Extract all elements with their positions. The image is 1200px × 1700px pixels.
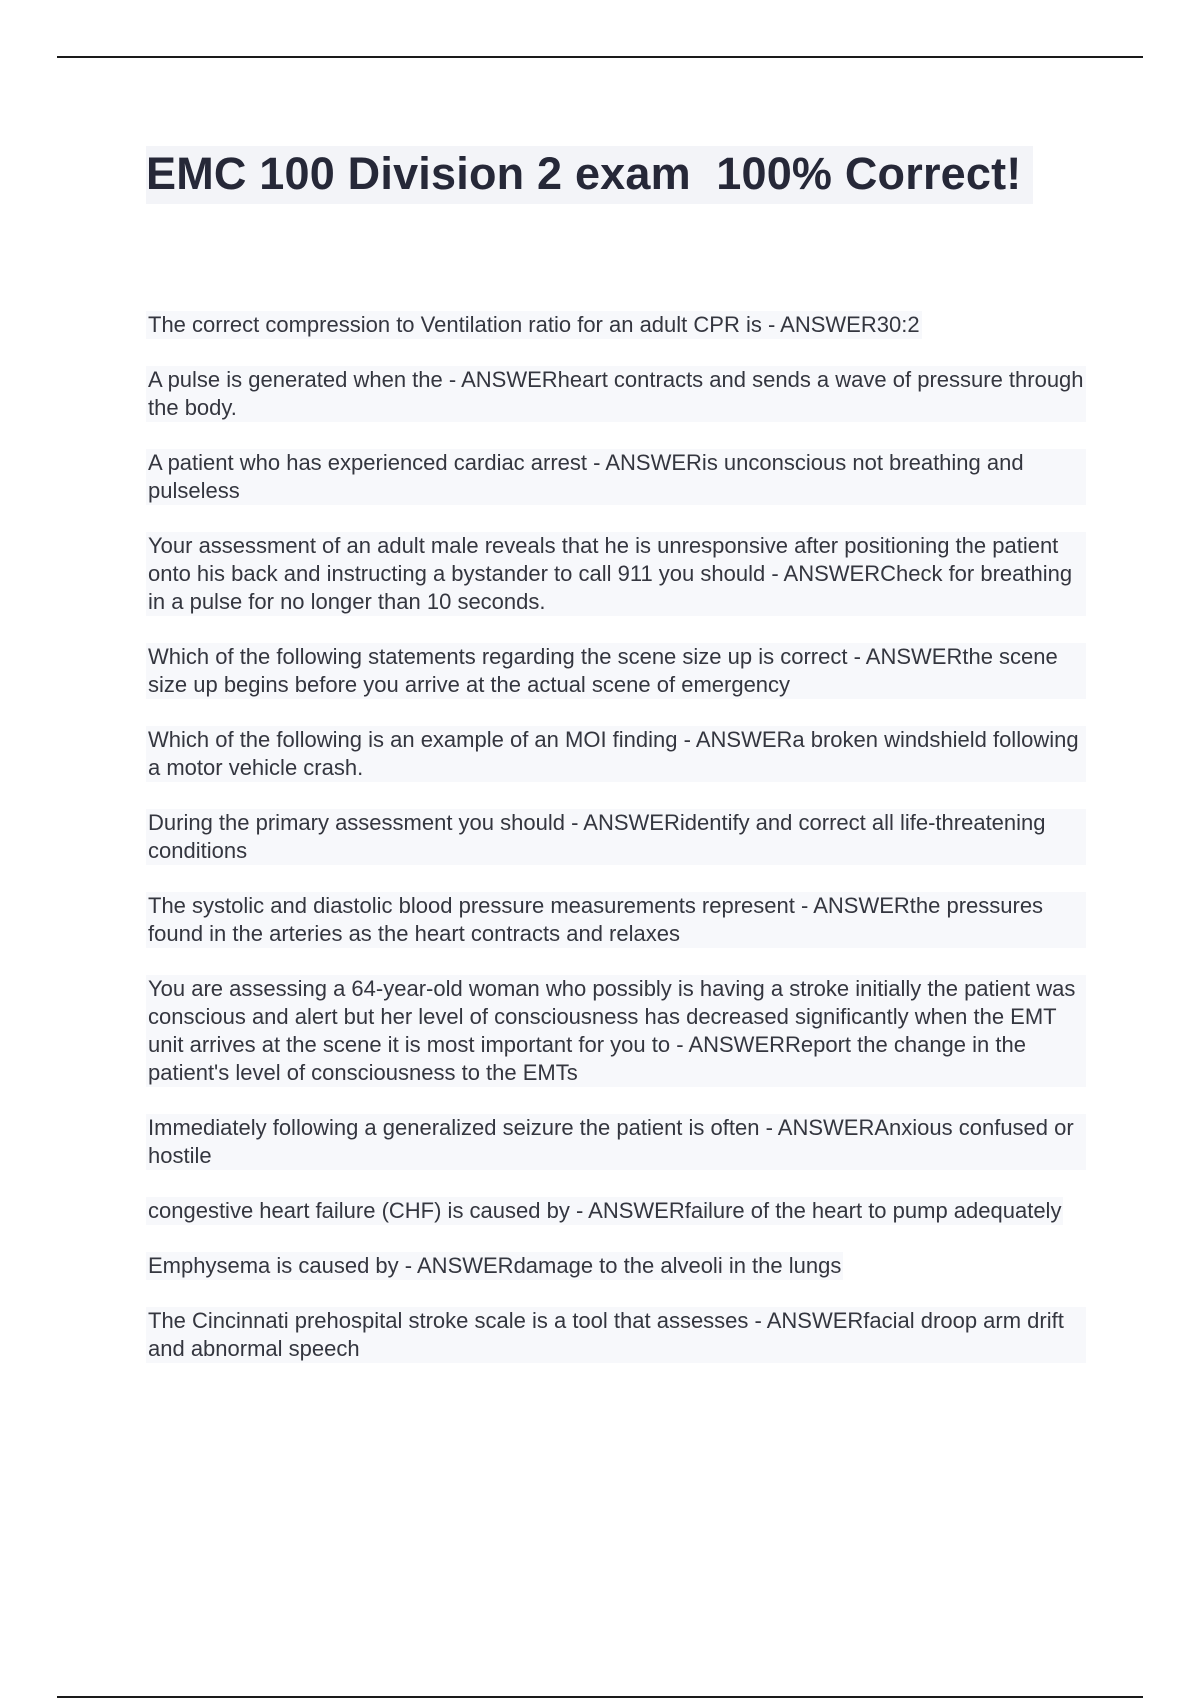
qa-item: During the primary assessment you should - ANSWERidentify and correct all life-threatening conditions xyxy=(146,809,1086,865)
qa-item: You are assessing a 64-year-old woman who possibly is having a stroke initially the patient was conscious and alert but her level of consciousness has decreased significantly when the EMT unit arrives at the scene it is most important for you to - ANSWERReport the change in the patient's level of consciousness to the EMTs xyxy=(146,975,1086,1087)
top-rule xyxy=(57,56,1143,58)
qa-list xyxy=(146,311,1086,1390)
qa-item: A patient who has experienced cardiac arrest - ANSWERis unconscious not breathing and pulseless xyxy=(146,449,1086,505)
qa-item: The Cincinnati prehospital stroke scale is a tool that assesses - ANSWERfacial droop arm drift and abnormal speech xyxy=(146,1307,1086,1363)
qa-item: Your assessment of an adult male reveals that he is unresponsive after positioning the patient onto his back and instructing a bystander to call 911 you should - ANSWERCheck for breathing in a pulse for no longer than 10 seconds. xyxy=(146,532,1086,616)
qa-item: Which of the following is an example of an MOI finding - ANSWERa broken windshield following a motor vehicle crash. xyxy=(146,726,1086,782)
qa-item: Emphysema is caused by - ANSWERdamage to the alveoli in the lungs xyxy=(148,1253,842,1278)
qa-item: congestive heart failure (CHF) is caused by - ANSWERfailure of the heart to pump adequately xyxy=(148,1198,1062,1223)
qa-item: The systolic and diastolic blood pressure measurements represent - ANSWERthe pressures found in the arteries as the heart contracts and relaxes xyxy=(146,892,1086,948)
qa-item: Which of the following statements regarding the scene size up is correct - ANSWERthe scene size up begins before you arrive at the actual scene of emergency xyxy=(146,643,1086,699)
qa-item: A pulse is generated when the - ANSWERheart contracts and sends a wave of pressure through the body. xyxy=(146,366,1086,422)
document-title: EMC 100 Division 2 exam 100% Correct! xyxy=(146,146,1033,204)
bottom-rule xyxy=(57,1696,1143,1698)
qa-item: The correct compression to Ventilation ratio for an adult CPR is - ANSWER30:2 xyxy=(148,312,920,337)
qa-item: Immediately following a generalized seizure the patient is often - ANSWERAnxious confused or hostile xyxy=(146,1114,1086,1170)
